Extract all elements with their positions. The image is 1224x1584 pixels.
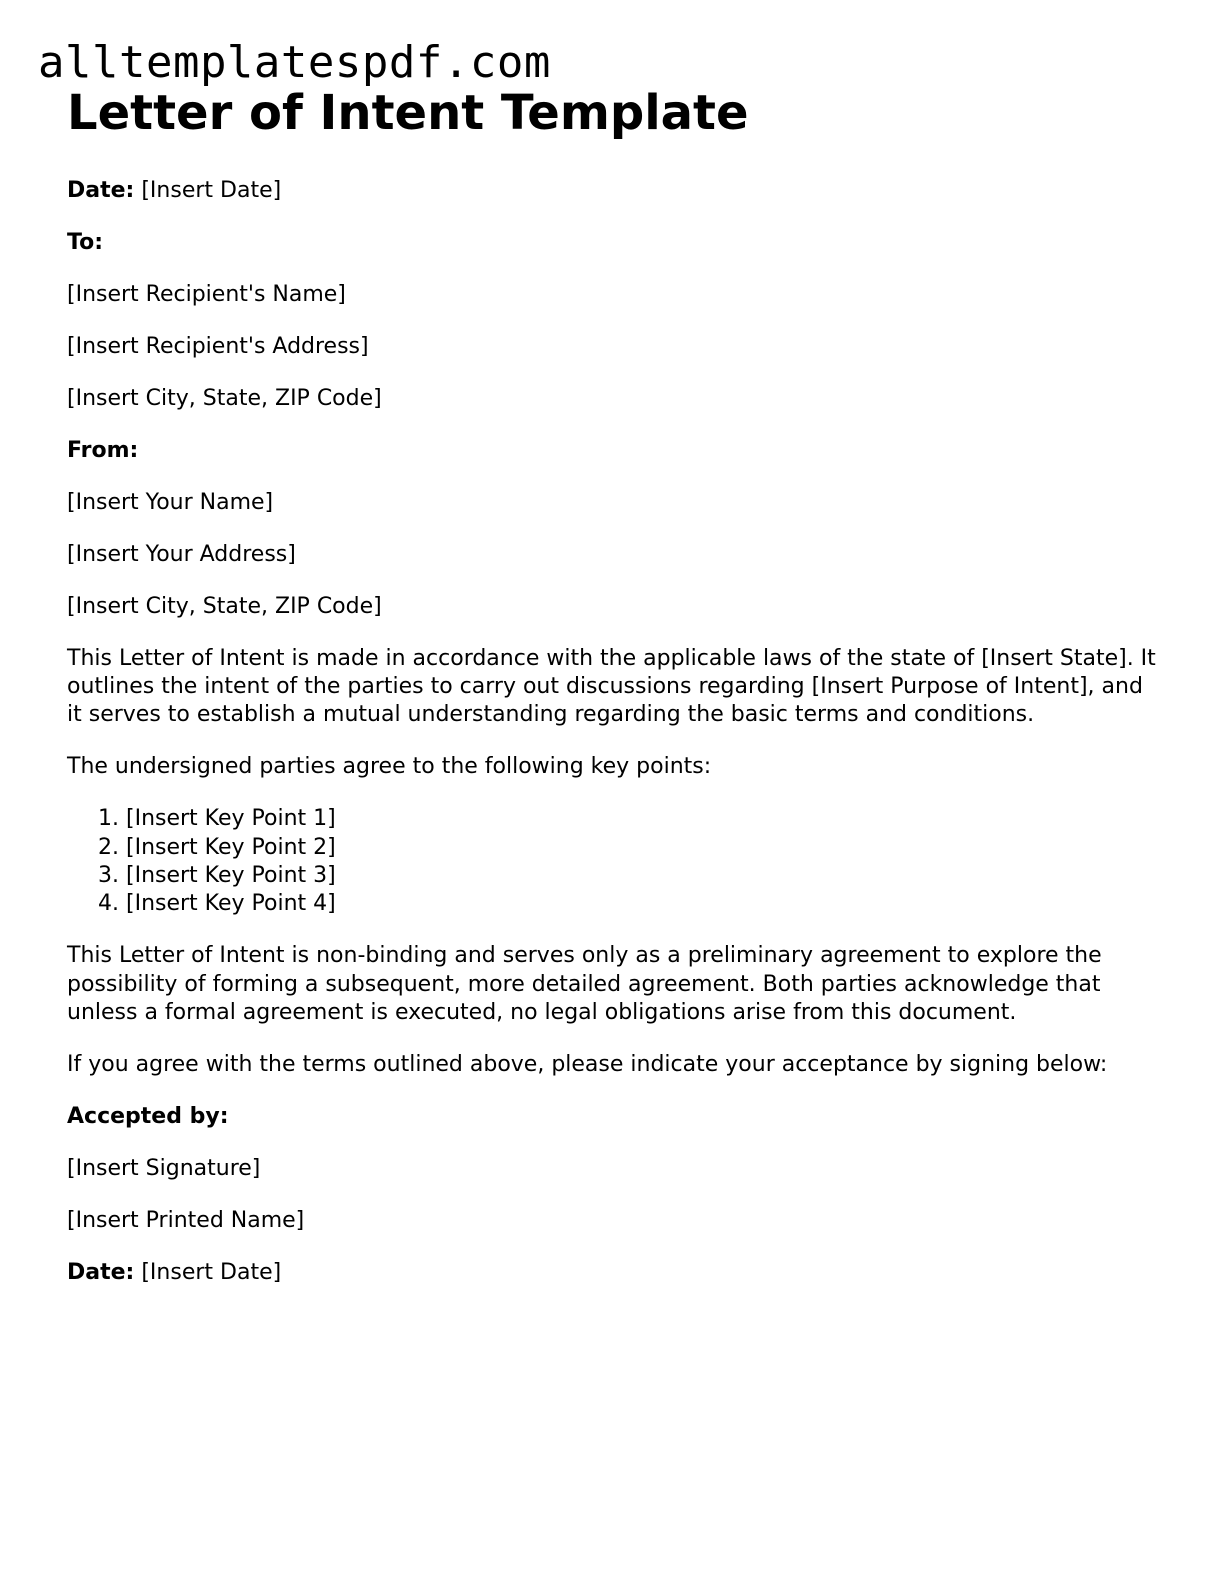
date-label: Date: xyxy=(67,178,135,203)
sender-city: [Insert City, State, ZIP Code] xyxy=(67,593,382,619)
sign-date-label: Date: xyxy=(67,1259,135,1285)
to-label: To: xyxy=(67,229,103,255)
printed-name-placeholder: [Insert Printed Name] xyxy=(67,1207,305,1233)
sender-address: [Insert Your Address] xyxy=(67,541,296,567)
from-label: From: xyxy=(67,437,139,463)
signature-placeholder: [Insert Signature] xyxy=(67,1155,261,1181)
list-item: 3. [Insert Key Point 3] xyxy=(126,862,1157,890)
sender-name: [Insert Your Name] xyxy=(67,489,274,515)
list-item: 4. [Insert Key Point 4] xyxy=(126,890,1157,918)
from-heading xyxy=(67,437,1157,465)
sign-date-line xyxy=(67,1259,1157,1287)
to-heading xyxy=(67,229,1157,257)
date-line xyxy=(67,177,1157,205)
letter-document xyxy=(67,84,1157,1287)
acceptance-paragraph: If you agree with the terms outlined above, please indicate your acceptance by signing below: xyxy=(67,1051,1108,1077)
accepted-heading xyxy=(67,1103,1157,1131)
recipient-address: [Insert Recipient's Address] xyxy=(67,333,369,359)
list-item: 2. [Insert Key Point 2] xyxy=(126,834,1157,862)
page-title: Letter of Intent Template xyxy=(67,85,749,141)
date-value: [Insert Date] xyxy=(141,178,282,203)
site-watermark: alltemplatespdf.com xyxy=(38,37,551,88)
nonbinding-paragraph: This Letter of Intent is non-binding and serves only as a preliminary agreement to explore the possibility of forming a subsequent, more detailed agreement. Both parties acknowledge that unless a formal agreement is executed, no legal obligations arise from this document. xyxy=(67,943,1102,1025)
key-points-list xyxy=(67,805,1157,918)
intro-paragraph: This Letter of Intent is made in accordance with the applicable laws of the state of [Insert State]. It outlines the intent of the parties to carry out discussions regarding [Insert Purpose of Intent], and it serves to establish a mutual understanding regarding the basic terms and conditions. xyxy=(67,645,1156,728)
key-points-intro: The undersigned parties agree to the following key points: xyxy=(67,754,712,780)
recipient-name: [Insert Recipient's Name] xyxy=(67,281,346,307)
recipient-city: [Insert City, State, ZIP Code] xyxy=(67,385,382,411)
sign-date-value: [Insert Date] xyxy=(141,1259,282,1285)
accepted-label: Accepted by: xyxy=(67,1103,229,1129)
list-item: 1. [Insert Key Point 1] xyxy=(126,805,1157,833)
